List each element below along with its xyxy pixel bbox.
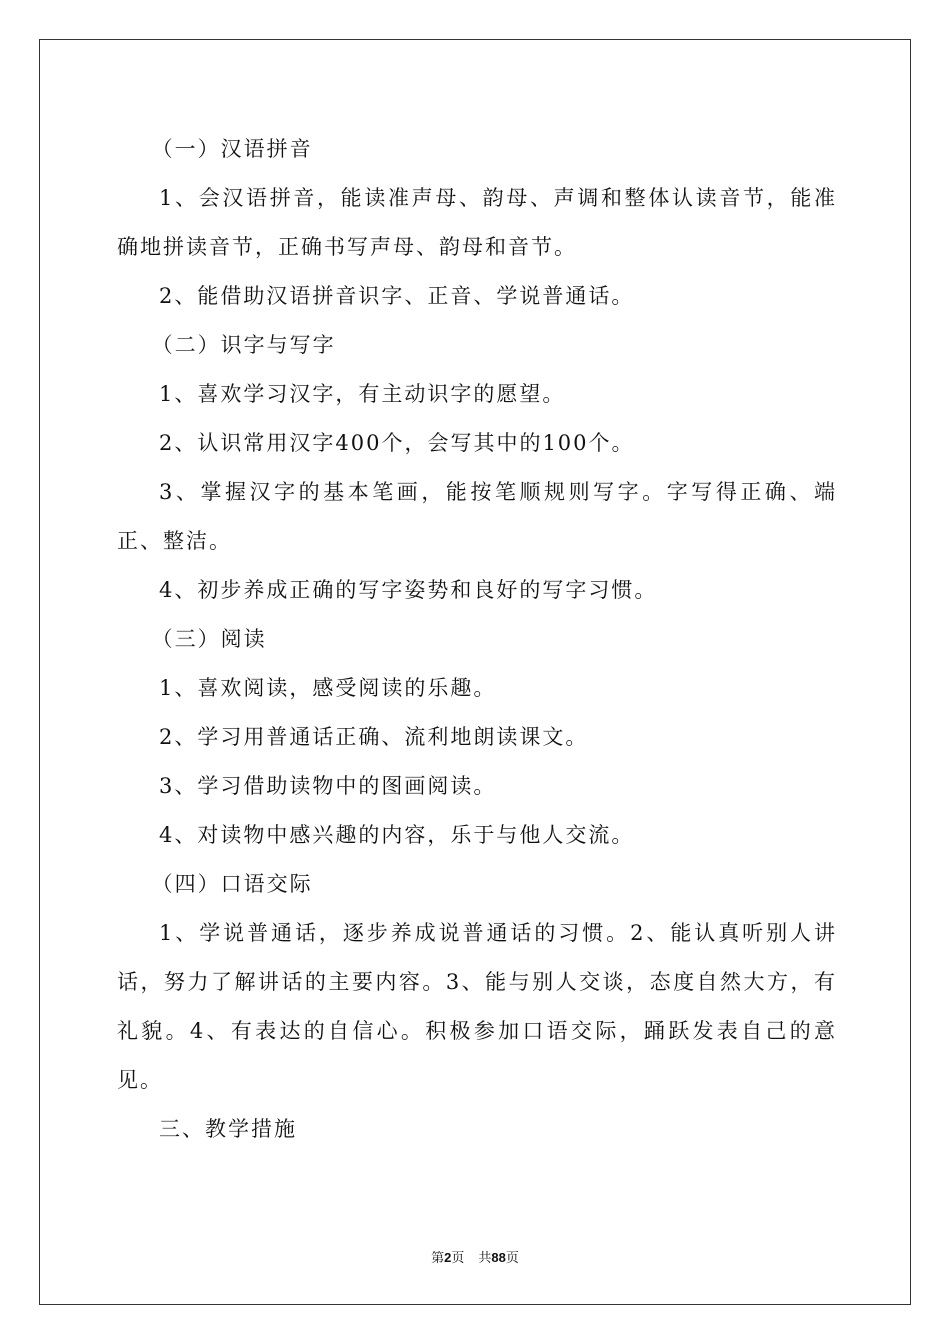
section-heading-reading: （三）阅读	[151, 627, 267, 651]
total-suffix: 页	[505, 1251, 519, 1266]
paragraph: 1、喜欢阅读，感受阅读的乐趣。	[159, 676, 497, 700]
paragraph: 4、对读物中感兴趣的内容，乐于与他人交流。	[159, 823, 635, 847]
document-body	[117, 125, 837, 1154]
page-number: 2	[444, 1250, 452, 1265]
section-heading-oral: （四）口语交际	[151, 872, 313, 896]
page-footer	[0, 1247, 950, 1266]
paragraph: 3、学习借助读物中的图画阅读。	[159, 774, 497, 798]
page-prefix: 第	[431, 1251, 445, 1266]
section-heading-pinyin: （一）汉语拼音	[151, 137, 313, 161]
paragraph: 1、会汉语拼音，能读准声母、韵母、声调和整体认读音节，能准确地拼读音节，正确书写声母、韵母和音节。	[117, 186, 837, 259]
page-suffix: 页	[451, 1251, 465, 1266]
paragraph: 3、掌握汉字的基本笔画，能按笔顺规则写字。字写得正确、端正、整洁。	[117, 480, 837, 553]
paragraph: 4、初步养成正确的写字姿势和良好的写字习惯。	[159, 578, 658, 602]
paragraph: 2、能借助汉语拼音识字、正音、学说普通话。	[159, 284, 635, 308]
paragraph: 2、认识常用汉字400个，会写其中的100个。	[159, 431, 635, 455]
paragraph: 2、学习用普通话正确、流利地朗读课文。	[159, 725, 589, 749]
paragraph: 1、喜欢学习汉字，有主动识字的愿望。	[159, 382, 566, 406]
total-prefix: 共	[478, 1251, 492, 1266]
total-pages: 88	[491, 1250, 506, 1265]
section-heading-measures: 三、教学措施	[159, 1117, 297, 1141]
section-heading-literacy: （二）识字与写字	[151, 333, 336, 357]
paragraph: 1、学说普通话，逐步养成说普通话的习惯。2、能认真听别人讲话，努力了解讲话的主要内容。3、能与别人交谈，态度自然大方，有礼貌。4、有表达的自信心。积极参加口语交际，踊跃发表自己的意见。	[117, 921, 837, 1092]
